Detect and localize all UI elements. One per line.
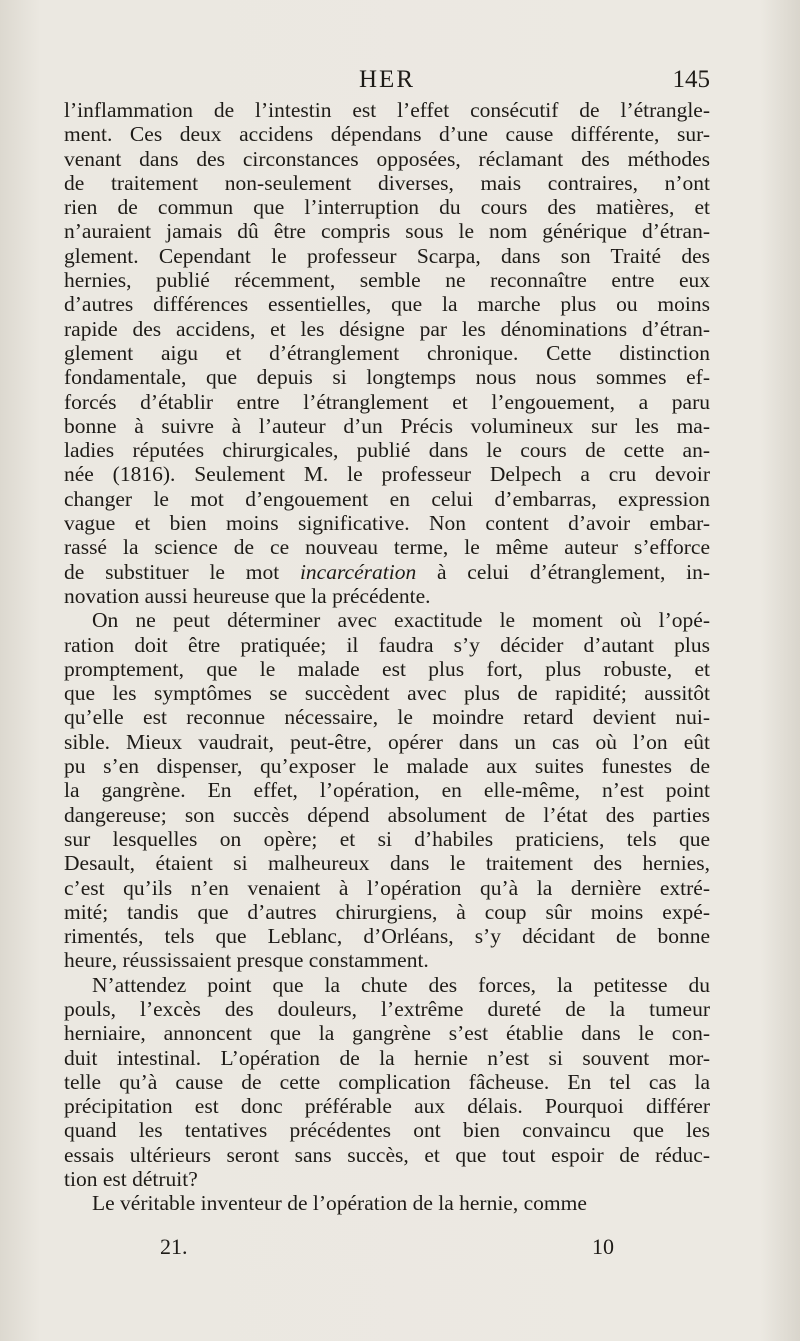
text-line: d’autres différences essentielles, que la marche plus ou moins bbox=[64, 292, 710, 317]
text-line: bonne à suivre à l’auteur d’un Précis volumineux sur les ma- bbox=[64, 413, 710, 438]
text-line: n’auraient jamais dû être compris sous le nom générique d’étran- bbox=[64, 219, 710, 244]
text-line: fondamentale, que depuis si longtemps nous nous sommes ef- bbox=[64, 365, 710, 390]
text-line: sur lesquelles on opère; et si d’habiles praticiens, tels que bbox=[64, 826, 710, 851]
text-line: la gangrène. En effet, l’opération, en elle-même, n’est point bbox=[64, 778, 710, 803]
signature-sheet: 10 bbox=[592, 1234, 614, 1259]
text-line: ladies réputées chirurgicales, publié dans le cours de cette an- bbox=[64, 438, 710, 463]
paragraph bbox=[64, 98, 710, 608]
text-line: venant dans des circonstances opposées, réclamant des méthodes bbox=[64, 146, 710, 171]
text-line: mité; tandis que d’autres chirurgiens, à coup sûr moins expé- bbox=[64, 899, 710, 924]
text-line: c’est qu’ils n’en venaient à l’opération qu’à la dernière extré- bbox=[64, 875, 710, 900]
text-line: glement. Cependant le professeur Scarpa, dans son Traité des bbox=[64, 243, 710, 268]
text-line: de substituer le mot incarcération à celui d’étranglement, in- bbox=[64, 559, 710, 584]
text-line: changer le mot d’engouement en celui d’embarras, expression bbox=[64, 486, 710, 511]
running-title: HER bbox=[359, 66, 415, 93]
text-line: hernies, publié récemment, semble ne reconnaître entre eux bbox=[64, 268, 710, 293]
text-line: novation aussi heureuse que la précédente. bbox=[64, 583, 431, 608]
text-line: qu’elle est reconnue nécessaire, le moindre retard devient nui- bbox=[64, 705, 710, 730]
text-line: rien de commun que l’interruption du cours des matières, et bbox=[64, 195, 710, 220]
paragraph bbox=[64, 1191, 710, 1215]
text-line: N’attendez point que la chute des forces, la petitesse du bbox=[92, 972, 710, 997]
text-line: Desault, étaient si malheureux dans le traitement des hernies, bbox=[64, 851, 710, 876]
text-line: On ne peut déterminer avec exactitude le moment où l’opé- bbox=[92, 608, 710, 633]
text-line: forcés d’établir entre l’étranglement et l’engouement, a paru bbox=[64, 389, 710, 414]
text-line: de traitement non-seulement diverses, mais contraires, n’ont bbox=[64, 170, 710, 195]
printer-signature bbox=[64, 1234, 710, 1264]
text-line: l’inflammation de l’intestin est l’effet consécutif de l’étrangle- bbox=[64, 98, 710, 122]
text-line: tion est détruit? bbox=[64, 1167, 198, 1192]
text-line: telle qu’à cause de cette complication fâcheuse. En tel cas la bbox=[64, 1069, 710, 1094]
text-line: née (1816). Seulement M. le professeur Delpech a cru devoir bbox=[64, 462, 710, 487]
text-line: essais ultérieurs seront sans succès, et que tout espoir de réduc- bbox=[64, 1142, 710, 1167]
text-line: pouls, l’excès des douleurs, l’extrême dureté de la tumeur bbox=[64, 996, 710, 1021]
text-line: rassé la science de ce nouveau terme, le même auteur s’efforce bbox=[64, 535, 710, 560]
text-line: Le véritable inventeur de l’opération de la hernie, comme bbox=[92, 1191, 587, 1216]
text-line: herniaire, annoncent que la gangrène s’est établie dans le con- bbox=[64, 1021, 710, 1046]
paragraph bbox=[64, 608, 710, 972]
text-line: duit intestinal. L’opération de la hernie n’est si souvent mor- bbox=[64, 1045, 710, 1070]
signature-volume: 21. bbox=[160, 1234, 188, 1259]
text-line: promptement, que le malade est plus fort, plus robuste, et bbox=[64, 656, 710, 681]
text-line: rapide des accidens, et les désigne par les dénominations d’étran- bbox=[64, 316, 710, 341]
text-line: que les symptômes se succèdent avec plus de rapidité; aussitôt bbox=[64, 681, 710, 706]
text-line: ment. Ces deux accidens dépendans d’une cause différente, sur- bbox=[64, 122, 710, 147]
text-line: ration doit être pratiquée; il faudra s’y décider d’autant plus bbox=[64, 632, 710, 657]
text-line: vague et bien moins significative. Non content d’avoir embar- bbox=[64, 511, 710, 536]
text-line: heure, réussissaient presque constamment. bbox=[64, 948, 429, 973]
running-head bbox=[64, 66, 710, 98]
text-line: sible. Mieux vaudrait, peut-être, opérer dans un cas où l’on eût bbox=[64, 729, 710, 754]
italic-term: incarcération bbox=[299, 559, 417, 584]
text-line: glement aigu et d’étranglement chronique. Cette distinction bbox=[64, 340, 710, 365]
body-text bbox=[64, 98, 710, 1216]
paragraph bbox=[64, 973, 710, 1192]
page-number: 145 bbox=[672, 66, 710, 93]
text-line: précipitation est donc préférable aux délais. Pourquoi différer bbox=[64, 1094, 710, 1119]
text-line: pu s’en dispenser, qu’exposer le malade aux suites funestes de bbox=[64, 754, 710, 779]
text-line: quand les tentatives précédentes ont bien convaincu que les bbox=[64, 1118, 710, 1143]
text-line: dangereuse; son succès dépend absolument de l’état des parties bbox=[64, 802, 710, 827]
text-line: rimentés, tels que Leblanc, d’Orléans, s’y décidant de bonne bbox=[64, 924, 710, 949]
